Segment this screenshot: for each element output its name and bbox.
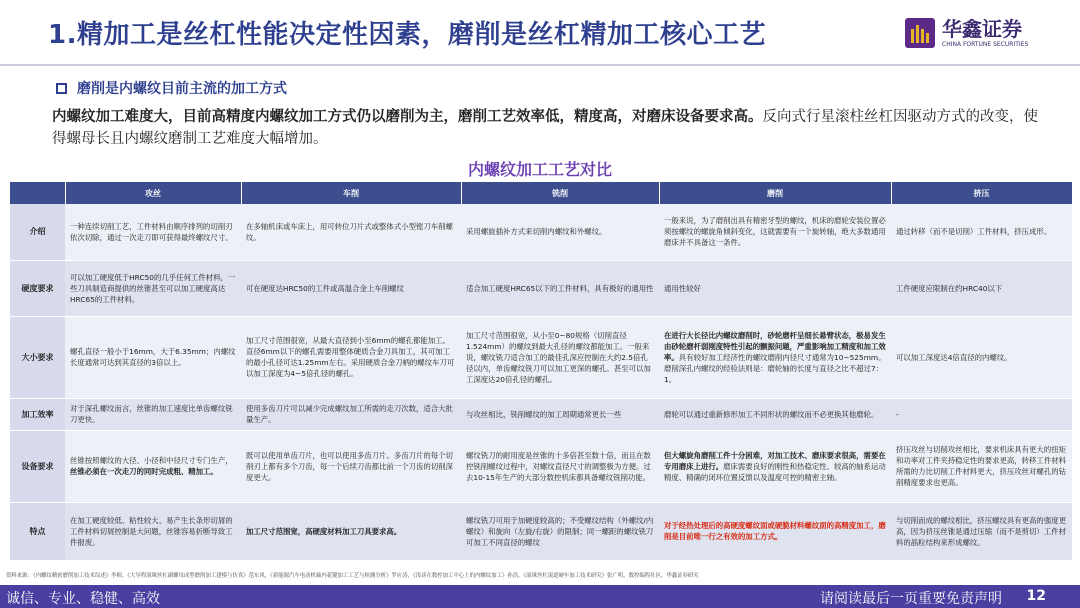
tap-equip-normal: 丝锥按照螺纹的大径、小径和中径尺寸专门生产， <box>70 456 233 465</box>
logo-name-cn: 华鑫证券 <box>942 16 1022 41</box>
table-row <box>10 502 1072 560</box>
table-cell: 既可以使用单齿刀片，也可以使用多齿刀片。多齿刀片的每个切削刃上都有多个刀齿，每一个后续刀齿都比前一个刀齿的切削深度更大。 <box>241 430 461 502</box>
tap-equip-bold: 丝锥必须在一次走刀的同时完成粗、精加工。 <box>70 467 218 476</box>
table-title: 内螺纹加工工艺对比 <box>467 160 612 179</box>
turn-feature-bold: 加工尺寸范围宽，高硬度材料加工刀具要求高。 <box>246 526 402 536</box>
grind-equip-normal: 磨床需要良好的刚性和热稳定性、较高的轴系运动精度、精确的闭环位置反馈以及温度可控的精密主轴。 <box>664 461 886 482</box>
table-cell: 螺纹铣刀的耐用度是丝锥的十多倍甚至数十倍，而且在数控铣削螺纹过程中，对螺纹直径尺寸的调整极为方便。过去10-15年生产的大部分数控机床都具备螺纹铣削功能。 <box>461 430 659 502</box>
row-label: 硬度要求 <box>10 260 65 316</box>
page-title: 1.精加工是丝杠性能决定性因素，磨削是丝杠精加工核心工艺 <box>48 20 766 50</box>
footer-bar <box>0 585 1080 608</box>
header-cell-milling: 铣削 <box>461 182 659 204</box>
table-cell: 在加工硬度较低、粘性较大、易产生长条形切屑的工件材料切屑控制是大问题，丝锥容易折断导致工件报废。 <box>65 502 241 560</box>
page-number: 12 <box>1026 588 1046 604</box>
table-row <box>10 316 1072 398</box>
table-cell: 在多轴机床或车床上，用可转位刀片式或整体式小型镗刀车削螺纹。 <box>241 204 461 260</box>
header-divider <box>0 64 1080 66</box>
table-cell: 可以加工深度达4倍直径的内螺纹。 <box>891 316 1072 398</box>
intro-paragraph <box>52 106 1042 150</box>
table-cell: 可以加工硬度低于HRC50的几乎任何工件材料，一些刀具制造商提供的丝锥甚至可以加工硬度高达HRC65的工件材料。 <box>65 260 241 316</box>
table-cell: 螺孔直径一般小于16mm，大于6.35mm；内螺纹长度通常可达到其直径的3倍以上。 <box>65 316 241 398</box>
logo-icon <box>905 18 935 48</box>
grind-feature-red: 对于经热处理后的高硬度螺纹面或硬脆材料螺纹面的高精度加工，磨削是目前唯一行之有效的加工方式。 <box>664 521 886 541</box>
table-cell: 可在硬度达HRC50的工件或高温合金上车削螺纹 <box>241 260 461 316</box>
table-cell: 挤压攻丝与切削攻丝相比，要求机床具有更大的扭矩和功率对工件夹持稳定性的要求更高，转移工件材料所需的力比切削工件材料更大，挤压攻丝对螺孔的钻削精度要求也更高。 <box>891 430 1072 502</box>
table-cell: 磨轮可以通过重新修形加工不同形状的螺纹而不必更换其他磨轮。 <box>659 398 891 430</box>
footer-disclaimer: 请阅读最后一页重要免责声明 <box>820 591 1002 607</box>
header-cell-blank <box>10 182 65 204</box>
table-cell <box>659 430 891 502</box>
comparison-table <box>10 182 1073 561</box>
table-cell: 加工尺寸范围很宽，从小至0~80规格（切削直径1.524mm）的螺纹到最大孔径的螺纹都能加工。一般来说，螺纹铣刀适合加工的最佳孔深应控制在大约2.5倍孔径以内，单齿螺纹铣刀可以加工更深的螺孔。甚至可以加工深度达20倍孔径的螺孔。 <box>461 316 659 398</box>
row-label: 加工效率 <box>10 398 65 430</box>
table-header-row <box>10 182 1072 204</box>
table-cell: 一般来说，为了磨削出具有精密牙型的螺纹，机床的磨轮安装位置必须按螺纹的螺旋角倾斜变化，这就需要有一个旋转轴，绝大多数通用磨床并不具备这一条件。 <box>659 204 891 260</box>
table-cell: 工件硬度应限制在约HRC40以下 <box>891 260 1072 316</box>
intro-bold: 内螺纹加工难度大，目前高精度内螺纹加工方式仍以磨削为主，磨削工艺效率低，精度高，对磨床设备要求高。 <box>52 109 763 125</box>
square-bullet-icon <box>56 83 67 94</box>
logo-name-en: CHINA FORTUNE SECURITIES <box>942 40 1029 48</box>
header-cell-tapping: 攻丝 <box>65 182 241 204</box>
table-cell: 螺纹铣刀可用于加硬度较高的；不受螺纹结构（外螺纹/内螺纹）和旋向（左旋/右旋）的限制；同一螺距的螺纹铣刀可加工不同直径的螺纹 <box>461 502 659 560</box>
table-cell <box>659 502 891 560</box>
table-cell <box>65 430 241 502</box>
table-cell <box>659 316 891 398</box>
row-label: 介绍 <box>10 204 65 260</box>
grind-equip-bold: 但大螺旋角磨削工件十分困难，对加工技术、磨床要求很高，需要在专用磨床上进行。 <box>664 450 886 471</box>
table-cell: 一种连续切削工艺，工件材料由顺序排列的切削刃依次切除，通过一次走刀即可获得最终螺纹尺寸。 <box>65 204 241 260</box>
table-cell: 通过转移（而不是切削）工件材料，挤压成形。 <box>891 204 1072 260</box>
table-cell: 适合加工硬度HRC65以下的工件材料，具有极好的通用性 <box>461 260 659 316</box>
table-row <box>10 204 1072 260</box>
grind-size-normal: 具有较好加工经济性的螺纹磨削内径尺寸通常为10~525mm。磨削深孔内螺纹的经验法则是：磨轮轴的长度与直径之比不超过7：1。 <box>664 352 886 384</box>
table-row <box>10 260 1072 316</box>
company-logo <box>905 18 1028 48</box>
section-subheading <box>56 78 287 98</box>
header-cell-turning: 车削 <box>241 182 461 204</box>
source-footnote: 资料来源：《内螺纹精密磨削加工技术综述》李师，《大导程滚珠丝杠副螺母成型磨削加工建模与仿真》范东风，《新能源汽车电动机轴内花键加工工艺与检测分析》罗应涛，《浅谈在数控加工中心上的内螺纹加工》孙浩，《滚珠丝杠滚道硬车加工技术研究》张广明，数控编程社区，华鑫证券研究 <box>6 573 699 579</box>
row-label: 大小要求 <box>10 316 65 398</box>
table-row <box>10 430 1072 502</box>
table-cell: - <box>891 398 1072 430</box>
intro-normal: 反向式行星滚柱丝杠因驱动方式的改变，使得螺母长且内螺纹磨制工艺难度大幅增加。 <box>52 109 1038 147</box>
table-cell: 与切削而成的螺纹相比，挤压螺纹具有更高的强度更高，因为挤压丝锥是通过压缩（而不是剪切）工件材料的晶粒结构来形成螺纹。 <box>891 502 1072 560</box>
table-cell: 采用螺旋插补方式来切削内螺纹和外螺纹。 <box>461 204 659 260</box>
header-cell-extrusion: 挤压 <box>891 182 1072 204</box>
table-cell: 使用多齿刀片可以减少完成螺纹加工所需的走刀次数，适合大批量生产。 <box>241 398 461 430</box>
table-row <box>10 398 1072 430</box>
grind-size-bold: 在进行大长径比内螺纹磨削时，砂轮磨杆呈细长悬臂状态，极易发生由砂轮磨杆弱刚度特性引起的颤振问题，严重影响加工精度和加工效率。 <box>664 330 886 362</box>
table-cell: 与攻丝相比，铣削螺纹的加工周期通常更长一些 <box>461 398 659 430</box>
footer-slogan: 诚信、专业、稳健、高效 <box>6 591 160 607</box>
header-cell-grinding: 磨削 <box>659 182 891 204</box>
subheading-text: 磨削是内螺纹目前主流的加工方式 <box>77 81 287 97</box>
row-label: 设备要求 <box>10 430 65 502</box>
table-cell: 加工尺寸范围很宽，从最大直径到小至6mm的螺孔都能加工。直径6mm以下的螺孔需要用整体硬质合金刀具加工，其可加工的最小孔径可达1.25mm左右。采用硬质合金刀柄的螺纹车刀可以加工深度为4~5倍孔径的螺孔。 <box>241 316 461 398</box>
table-cell: 通用性较好 <box>659 260 891 316</box>
table-cell: 对于深孔螺纹而言，丝锥的加工速度比单齿螺纹铣刀更快。 <box>65 398 241 430</box>
row-label: 特点 <box>10 502 65 560</box>
table-cell <box>241 502 461 560</box>
